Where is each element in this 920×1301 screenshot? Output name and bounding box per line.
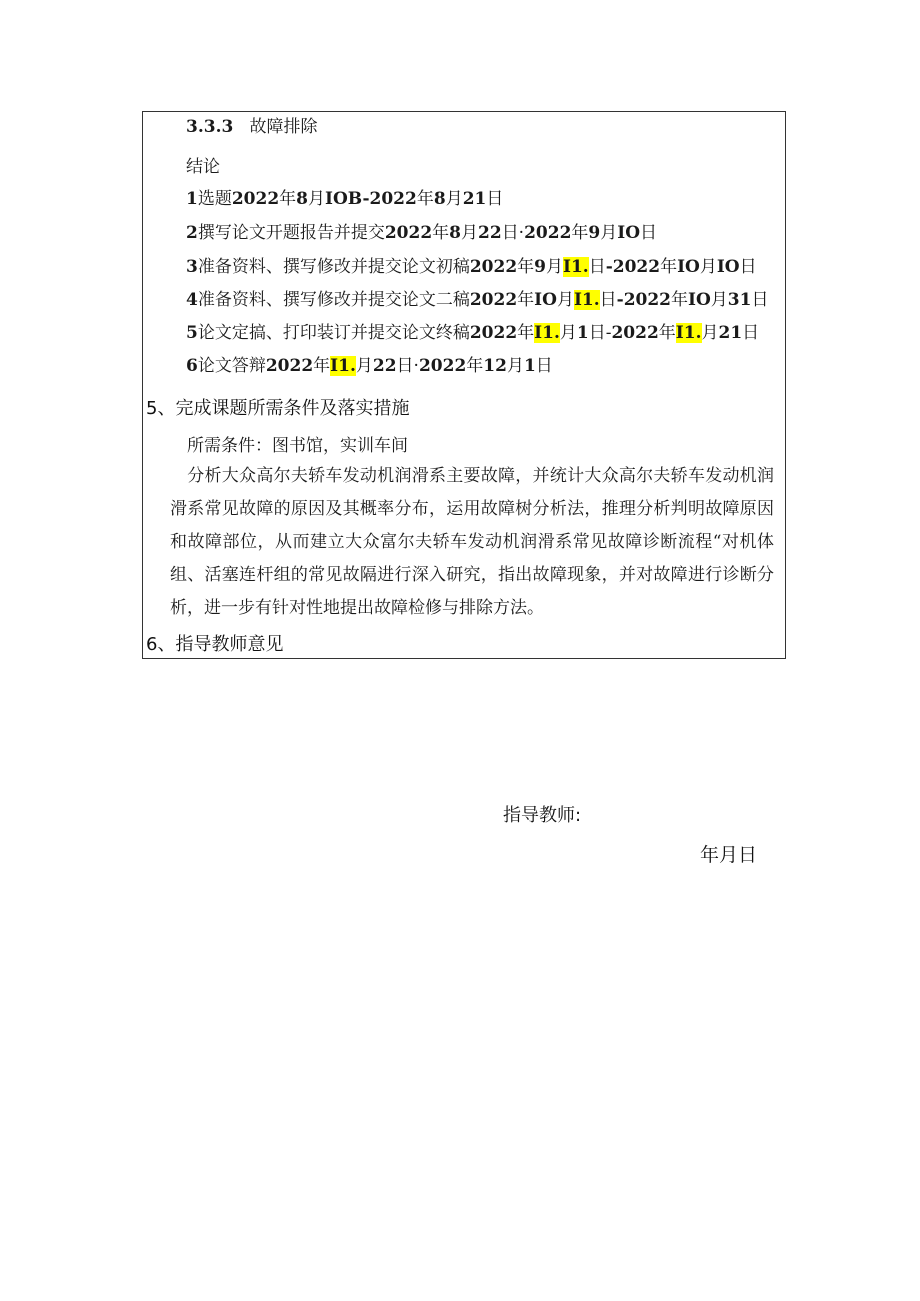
section-6-heading: 6、指导教师意见 (146, 634, 284, 655)
highlighted-text: I1. (675, 323, 702, 343)
highlighted-text: I1. (573, 290, 600, 310)
required-conditions: 所需条件：图书馆，实训车间 (187, 436, 408, 456)
highlighted-text: I1. (534, 323, 560, 343)
date-label: 年月日 (700, 844, 758, 866)
schedule-item-3: 3准备资料、撰写修改并提交论文初稿2022年9月I1.日-2022年IO月IO日 (186, 257, 757, 277)
section-5-heading: 5、完成课题所需条件及落实措施 (146, 398, 410, 419)
highlighted-text: I1. (330, 356, 356, 376)
analysis-paragraph (170, 460, 774, 625)
highlighted-text: I1. (563, 257, 589, 277)
section-333-number: 3.3.3 (186, 117, 234, 137)
conclusion-label: 结论 (186, 157, 220, 177)
analysis-paragraph-text: 分析大众高尔夫轿车发动机润滑系主要故障，并统计大众高尔夫轿车发动机润滑系常见故障的原因及其概率分布，运用故障树分析法，推理分析判明故障原因和故障部位，从而建立大众富尔夫轿车发动机润滑系常见故障诊断流程“对机体组、活塞连杆组的常见故隔进行深入研究，指出故障现象，并对故障进行诊断分析，进一步有针对性地提出故障检修与排除方法。 (170, 466, 774, 618)
section-333-title: 故障排除 (249, 117, 318, 137)
schedule-item-6: 6论文答辩2022年I1.月22日·2022年12月1日 (186, 356, 553, 376)
schedule-item-2: 2撰写论文开题报告并提交2022年8月22日·2022年9月IO日 (186, 223, 658, 243)
schedule-item-1: 1选题2022年8月IOB-2022年8月21日 (186, 189, 504, 209)
advisor-signature-label: 指导教师: (503, 805, 582, 826)
schedule-item-5: 5论文定搞、打印装订并提交论文终稿2022年I1.月1日-2022年I1.月21日 (186, 323, 760, 343)
schedule-item-4: 4准备资料、撰写修改并提交论文二稿2022年IO月I1.日-2022年IO月31日 (186, 290, 769, 310)
section-333-heading (186, 116, 318, 138)
